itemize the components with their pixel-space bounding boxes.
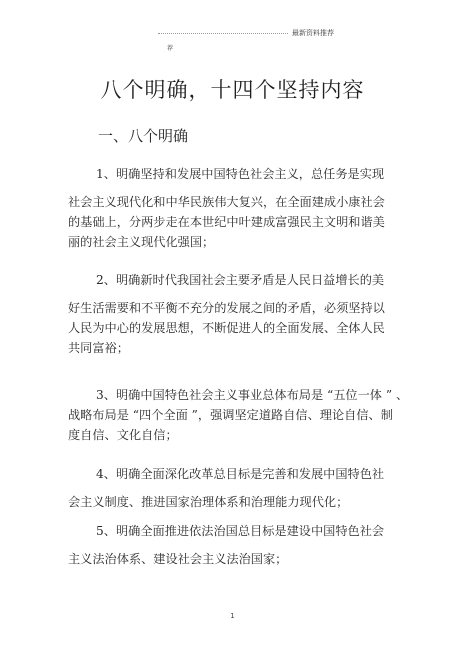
- item-line: 会主义制度、推进国家治理体系和治理能力现代化；: [68, 495, 349, 509]
- item-line: 2、明确新时代我国社会主要矛盾是人民日益增长的美: [96, 273, 385, 287]
- list-item: [68, 164, 402, 252]
- item-line: 战略布局是 “四个全面 ”，强调坚定道路自信、理论自信、制: [68, 408, 393, 422]
- item-line: 3、明确中国特色社会主义事业总体布局是 “五位一体 ” 、: [96, 388, 409, 402]
- item-line: 丽的社会主义现代化强国；: [68, 235, 215, 249]
- header-label: 最新资料推荐: [292, 29, 334, 37]
- list-item: [68, 464, 402, 512]
- item-line: 主义法治体系、建设社会主义法治国家；: [68, 552, 288, 566]
- item-line: 好生活需要和不平衡不充分的发展之间的矛盾，必须坚持以: [68, 301, 385, 315]
- item-line: 社会主义现代化和中华民族伟大复兴，在全面建成小康社会: [68, 195, 385, 209]
- list-item: [68, 521, 402, 569]
- item-line: 度自信、文化自信；: [68, 428, 178, 442]
- header-rule: [158, 33, 288, 34]
- document-title: 八个明确，十四个坚持内容: [100, 78, 365, 102]
- item-line: 4、明确全面深化改革总目标是完善和发展中国特色社: [96, 467, 385, 481]
- section-heading: 一、八个明确: [98, 127, 189, 145]
- page-number: 1: [230, 612, 235, 620]
- header-sub-label: 荐: [167, 45, 174, 52]
- item-line: 人民为中心的发展思想，不断促进人的全面发展、全体人民: [68, 321, 385, 335]
- item-line: 1、明确坚持和发展中国特色社会主义，总任务是实现: [96, 167, 385, 181]
- item-line: 的基础上，分两步走在本世纪中叶建成富强民主文明和谐美: [68, 215, 385, 229]
- item-line: 5、明确全面推进依法治国总目标是建设中国特色社会: [96, 524, 385, 538]
- list-item: [68, 270, 402, 358]
- item-line: 共同富裕；: [68, 341, 129, 355]
- list-item: [68, 385, 409, 445]
